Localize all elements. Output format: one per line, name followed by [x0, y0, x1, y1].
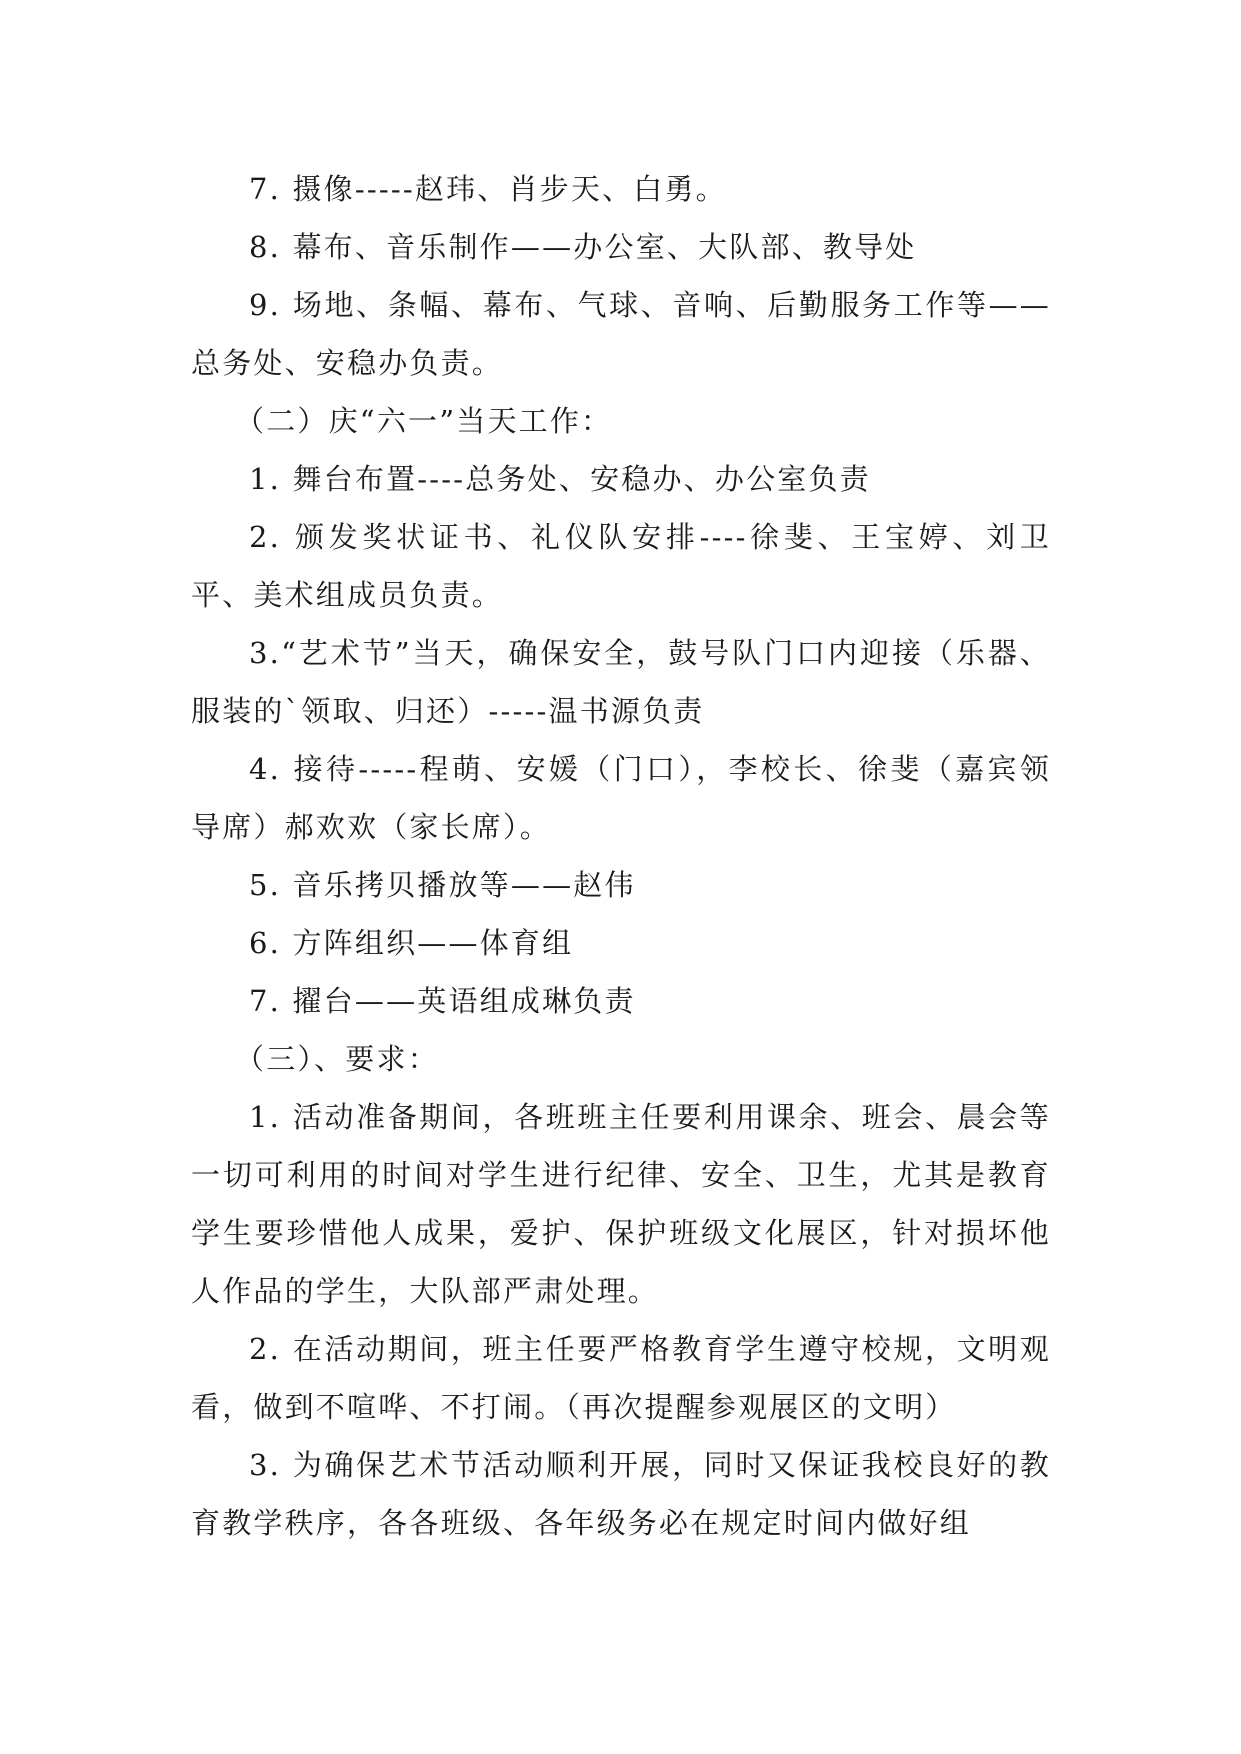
document-body — [191, 160, 1051, 1552]
paragraph-item-4-reception: 4. 接待-----程萌、安媛（门口），李校长、徐斐（嘉宾领导席）郝欢欢（家长席）。 — [191, 752, 1051, 844]
paragraph-item-2-awards: 2. 颁发奖状证书、礼仪队安排----徐斐、王宝婷、刘卫平、美术组成员负责。 — [191, 520, 1051, 612]
paragraph-requirement-2: 2. 在活动期间，班主任要严格教育学生遵守校规，文明观看，做到不喧哗、不打闹。（再次提醒参观展区的文明） — [191, 1332, 1051, 1424]
paragraph-item-3-safety: 3.“艺术节”当天，确保安全，鼓号队门口内迎接（乐器、服装的`领取、归还）-----温书源负责 — [191, 636, 1051, 728]
section-heading-day-work: （二）庆“六一”当天工作： — [235, 404, 613, 438]
paragraph-item-6-formation: 6. 方阵组织——体育组 — [249, 926, 574, 960]
paragraph-requirement-1: 1. 活动准备期间，各班班主任要利用课余、班会、晨会等一切可利用的时间对学生进行纪律、安全、卫生，尤其是教育学生要珍惜他人成果，爱护、保护班级文化展区，针对损坏他人作品的学生，大队部严肃处理。 — [191, 1100, 1051, 1308]
paragraph-item-1-stage: 1. 舞台布置----总务处、安稳办、办公室负责 — [249, 462, 871, 496]
paragraph-requirement-3: 3. 为确保艺术节活动顺利开展，同时又保证我校良好的教育教学秩序，各各班级、各年级务必在规定时间内做好组 — [191, 1448, 1051, 1540]
paragraph-item-5-music-copy: 5. 音乐拷贝播放等——赵伟 — [249, 868, 636, 902]
paragraph-item-9-venue: 9. 场地、条幅、幕布、气球、音响、后勤服务工作等——总务处、安稳办负责。 — [191, 288, 1051, 380]
paragraph-item-8-curtain-music: 8. 幕布、音乐制作——办公室、大队部、教导处 — [249, 230, 917, 264]
paragraph-item-7-camera: 7. 摄像-----赵玮、肖步天、白勇。 — [249, 172, 727, 206]
section-heading-requirements: （三）、要求： — [235, 1042, 439, 1076]
paragraph-item-7-stage-setup: 7. 擢台——英语组成琳负责 — [249, 984, 636, 1018]
